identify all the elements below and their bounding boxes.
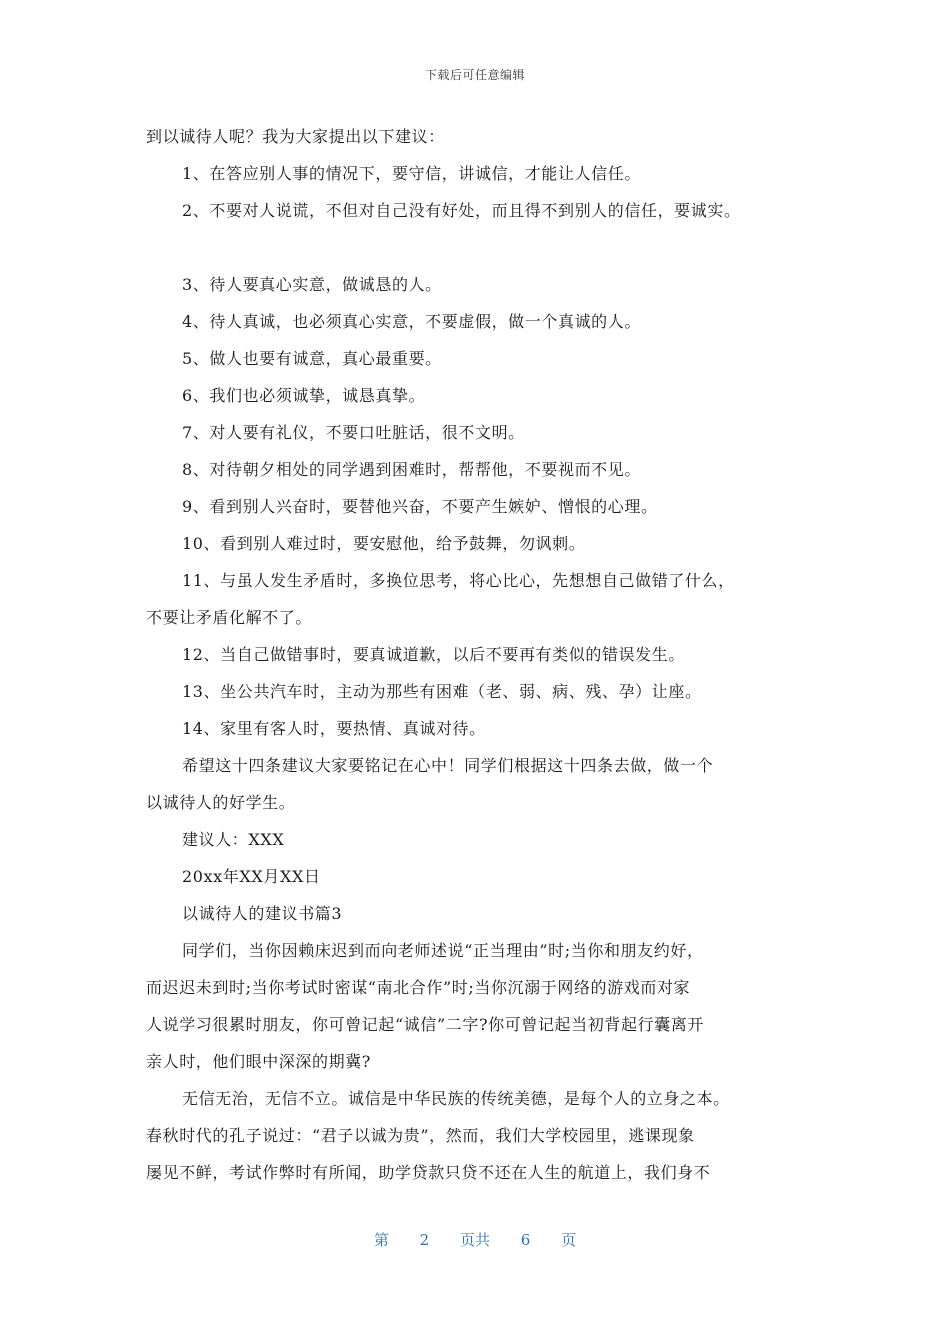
paragraph-line: 希望这十四条建议大家要铭记在心中！同学们根据这十四条去做，做一个 [182, 756, 714, 775]
paragraph-line: 以诚待人的好学生。 [146, 793, 296, 812]
suggestion-item: 4、待人真诚，也必须真心实意，不要虚假，做一个真诚的人。 [182, 312, 641, 331]
signature-line: 建议人：XXX [182, 830, 285, 849]
page-header: 下载后可任意编辑 [424, 68, 525, 82]
suggestion-item: 6、我们也必须诚挚，诚恳真挚。 [182, 386, 426, 405]
suggestion-item-continued: 不要让矛盾化解不了。 [146, 608, 313, 627]
paragraph-line: 而迟迟未到时;当你考试时密谋“南北合作”时;当你沉溺于网络的游戏而对家 [146, 978, 691, 997]
paragraph-line: 到以诚待人呢？我为大家提出以下建议： [146, 127, 445, 146]
page-footer [0, 1229, 950, 1250]
suggestion-item: 11、与虽人发生矛盾时，多换位思考，将心比心，先想想自己做错了什么， [182, 571, 735, 590]
suggestion-item: 12、当自己做错事时，要真诚道歉，以后不要再有类似的错误发生。 [182, 645, 685, 664]
suggestion-item: 3、待人要真心实意，做诚恳的人。 [182, 275, 442, 294]
suggestion-item: 8、对待朝夕相处的同学遇到困难时，帮帮他，不要视而不见。 [182, 460, 641, 479]
paragraph-line: 人说学习很累时朋友，你可曾记起“诚信”二字?你可曾记起当初背起行囊离开 [146, 1015, 704, 1034]
footer-middle: 页共 [459, 1231, 490, 1249]
footer-prefix: 第 [373, 1231, 389, 1249]
suggestion-item: 13、坐公共汽车时，主动为那些有困难（老、弱、病、残、孕）让座。 [182, 682, 702, 701]
suggestion-item: 9、看到别人兴奋时，要替他兴奋，不要产生嫉妒、憎恨的心理。 [182, 497, 658, 516]
document-body [146, 118, 826, 1191]
suggestion-item: 14、家里有客人时，要热情、真诚对待。 [182, 719, 486, 738]
suggestion-item: 2、不要对人说谎，不但对自己没有好处，而且得不到别人的信任，要诚实。 [182, 201, 741, 220]
suggestion-item: 1、在答应别人事的情况下，要守信，讲诚信，才能让人信任。 [182, 164, 641, 183]
footer-suffix: 页 [561, 1231, 577, 1249]
section-title: 以诚待人的建议书篇3 [182, 904, 343, 923]
paragraph-line: 屡见不鲜，考试作弊时有所闻，助学贷款只贷不还在人生的航道上，我们身不 [146, 1163, 711, 1182]
blank-line [146, 229, 826, 266]
total-pages-number: 6 [520, 1231, 531, 1249]
current-page-number: 2 [419, 1231, 430, 1249]
paragraph-line: 无信无治，无信不立。诚信是中华民族的传统美德，是每个人的立身之本。 [182, 1089, 730, 1108]
paragraph-line: 春秋时代的孔子说过：“君子以诚为贵”，然而，我们大学校园里，逃课现象 [146, 1126, 695, 1145]
paragraph-line: 亲人时，他们眼中深深的期冀? [146, 1052, 371, 1071]
suggestion-item: 5、做人也要有诚意，真心最重要。 [182, 349, 442, 368]
suggestion-item: 7、对人要有礼仪，不要口吐脏话，很不文明。 [182, 423, 525, 442]
paragraph-line: 同学们，当你因赖床迟到而向老师述说“正当理由”时;当你和朋友约好， [182, 941, 704, 960]
suggestion-item: 10、看到别人难过时，要安慰他，给予鼓舞，勿讽刺。 [182, 534, 586, 553]
date-line: 20xx年XX月XX日 [182, 867, 321, 886]
